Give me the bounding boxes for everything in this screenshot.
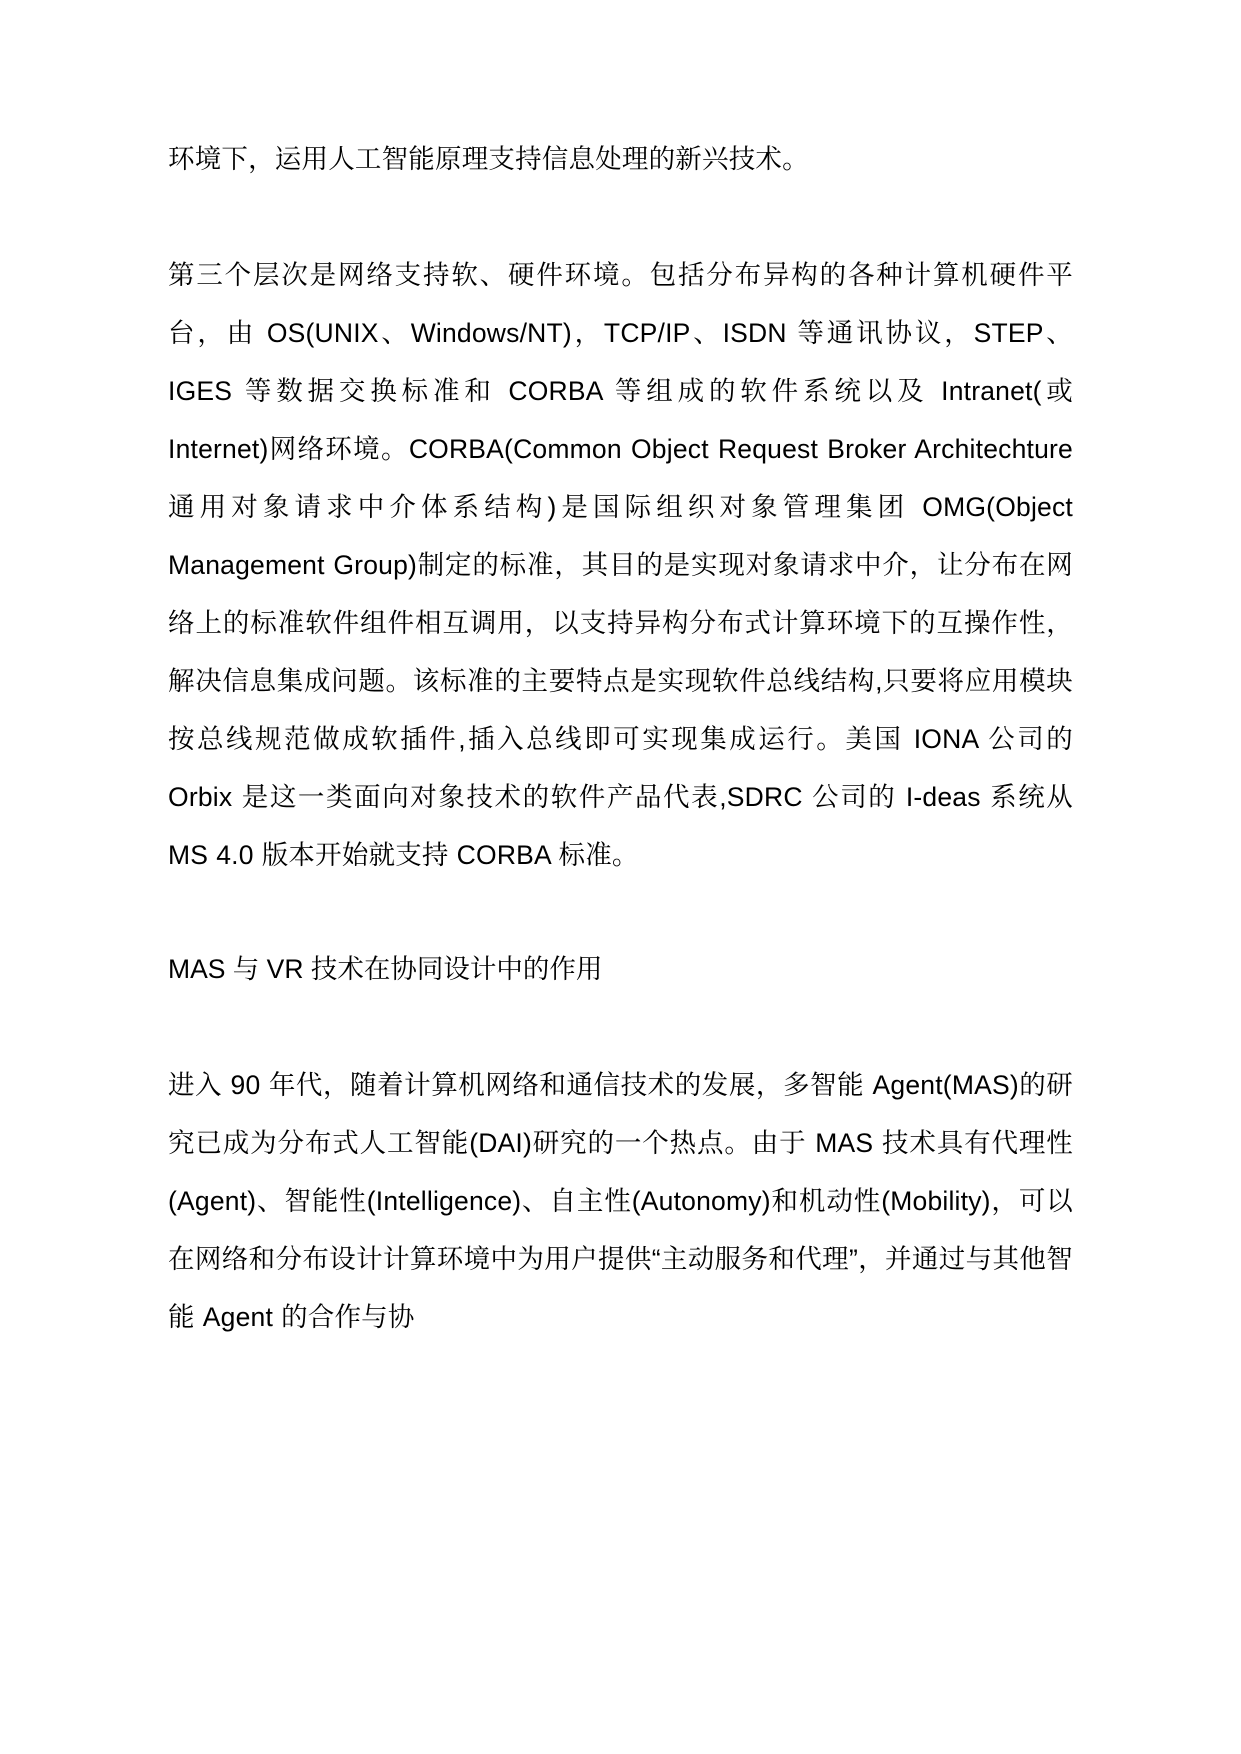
section-heading-mas-vr: MAS 与 VR 技术在协同设计中的作用 [168,954,603,984]
paragraph-third-layer: 第三个层次是网络支持软、硬件环境。包括分布异构的各种计算机硬件平台，由 OS(UNIX、Windows/NT)，TCP/IP、ISDN 等通讯协议，STEP、IGES 等数据交换标准和 CORBA 等组成的软件系统以及 Intranet(或 Internet)网络环境。CORBA(Common Object Request Broker Architechture 通用对象请求中介体系结构)是国际组织对象管理集团 OMG(Object Management Group)制定的标准，其目的是实现对象请求中介，让分布在网络上的标准软件组件相互调用，以支持异构分布式计算环境下的互操作性，解决信息集成问题。该标准的主要特点是实现软件总线结构,只要将应用模块按总线规范做成软插件,插入总线即可实现集成运行。美国 IONA 公司的 Orbix 是这一类面向对象技术的软件产品代表,SDRC 公司的 I-deas 系统从 MS 4.0 版本开始就支持 CORBA 标准。 [168,260,1073,870]
paragraph-spacer [168,884,1073,940]
document-body [168,130,1073,1346]
paragraph-mas-research: 进入 90 年代，随着计算机网络和通信技术的发展，多智能 Agent(MAS)的研究已成为分布式人工智能(DAI)研究的一个热点。由于 MAS 技术具有代理性(Agent)、智能性(Intelligence)、自主性(Autonomy)和机动性(Mobility)，可以在网络和分布设计计算环境中为用户提供“主动服务和代理”，并通过与其他智能 Agent 的合作与协 [168,1070,1073,1332]
paragraph-spacer [168,188,1073,246]
paragraph-intro-continuation: 环境下，运用人工智能原理支持信息处理的新兴技术。 [168,144,809,174]
paragraph-spacer [168,998,1073,1056]
